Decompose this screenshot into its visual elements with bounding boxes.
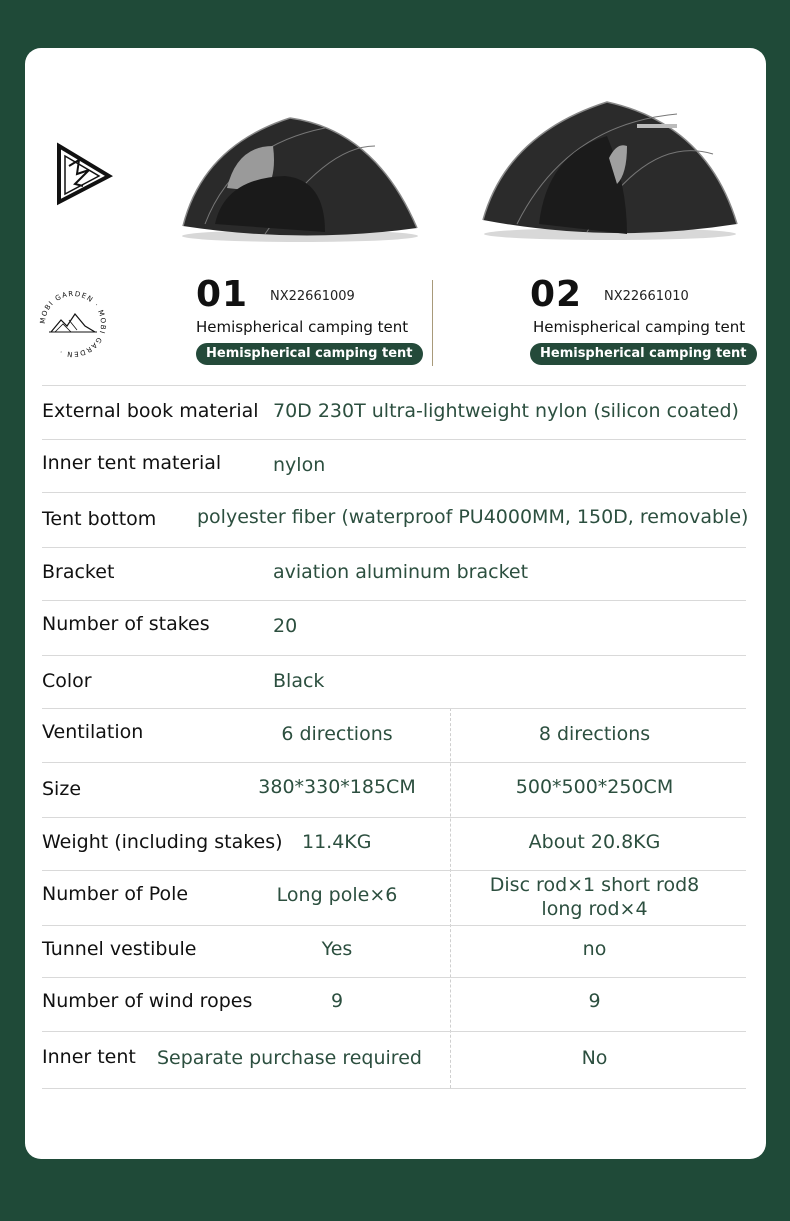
table-row [42,600,746,656]
spec-label: External book material [42,400,259,422]
spec-value-1: 6 directions [281,723,393,745]
product-1-tag: Hemispherical camping tent [196,343,423,365]
spec-value: polyester fiber (waterproof PU4000MM, 150D, removable) [197,506,749,528]
spec-value-2: no [582,938,607,960]
spec-label: Inner tent material [42,452,222,474]
spec-value-1: Yes [321,938,353,960]
tent-2-image [477,94,743,244]
table-row [42,439,746,493]
product-2-model: NX22661010 [604,289,689,304]
product-1-model: NX22661009 [270,289,355,304]
spec-label: Inner tent [42,1046,136,1068]
table-row [42,1031,746,1089]
table-row [42,492,749,548]
spec-value-2: About 20.8KG [528,831,661,853]
table-row [42,977,746,1032]
badge-text: MOBI GARDEN · MOBI GARDEN · [38,289,108,359]
spec-label: Number of stakes [42,613,210,635]
product-2-tag: Hemispherical camping tent [530,343,757,365]
spec-value: 20 [273,615,298,637]
spec-label: Weight (including stakes) [42,831,283,853]
tent-1-image [175,106,425,246]
table-row [42,925,746,978]
spec-value: nylon [273,454,326,476]
brand-logo-icon [55,140,113,206]
table-row [42,547,746,601]
product-1-number: 01 [196,274,249,315]
table-row [42,708,746,763]
spec-label: Size [42,778,82,800]
table-row [42,817,746,871]
spec-label: Bracket [42,561,115,583]
spec-value-2: No [581,1047,608,1069]
spec-label: Number of Pole [42,883,189,905]
spec-label: Tent bottom [42,508,157,530]
spec-value-1: 11.4KG [302,831,372,853]
spec-value-1: 380*330*185CM [258,776,416,798]
spec-card [25,48,766,1159]
spec-value-2-line-2: long rod×4 [541,898,648,920]
spec-value-2: 9 [588,990,601,1012]
table-row [42,870,746,926]
table-row [42,655,746,709]
table-row [42,385,746,440]
product-2-number: 02 [530,274,583,315]
spec-label: Color [42,670,92,692]
spec-value-2-line-1: Disc rod×1 short rod8 [489,874,700,896]
product-1-title: Hemispherical camping tent [196,318,409,336]
spec-value-2: 500*500*250CM [515,776,674,798]
spec-value: aviation aluminum bracket [273,561,529,583]
spec-label: Ventilation [42,721,144,743]
spec-value-1: Separate purchase required [157,1047,422,1069]
spec-label: Number of wind ropes [42,990,253,1012]
spec-value-1: 9 [330,990,344,1012]
spec-value: 70D 230T ultra-lightweight nylon (silicon coated) [273,400,739,422]
spec-value-1: Long pole×6 [276,884,398,906]
svg-text:MOBI GARDEN · MOBI GARDEN · [39,290,107,358]
table-row [42,762,746,818]
header-divider [432,280,433,366]
spec-value-2: 8 directions [538,723,651,745]
spec-value: Black [273,670,325,692]
product-2-title: Hemispherical camping tent [533,318,746,336]
spec-label: Tunnel vestibule [42,938,197,960]
mobi-garden-badge-icon [37,288,109,360]
